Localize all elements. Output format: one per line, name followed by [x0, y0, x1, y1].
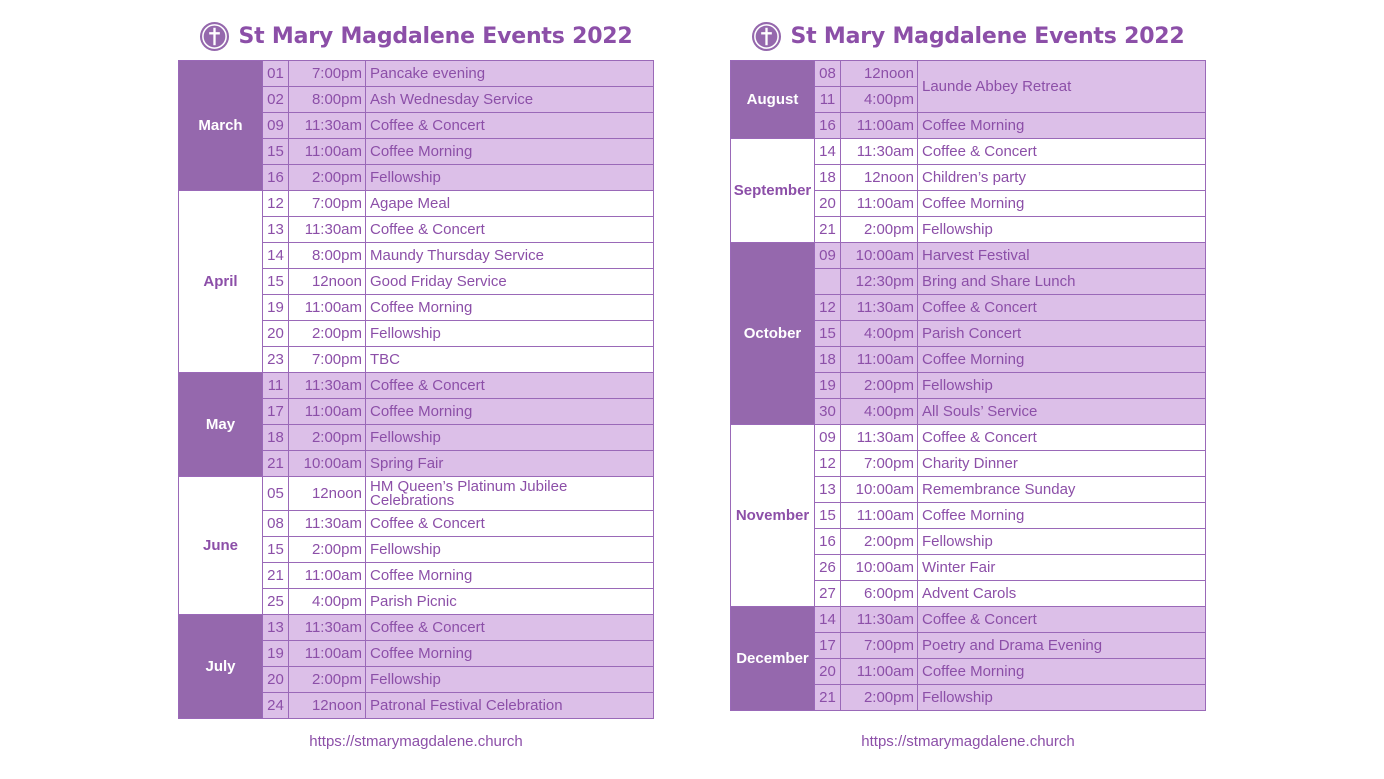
- event-row: [815, 607, 1206, 633]
- event-row: [815, 633, 1206, 659]
- time-cell: 11:30am: [289, 217, 366, 242]
- event-row: [263, 641, 654, 667]
- event-cell: Fellowship: [366, 537, 654, 562]
- website-link[interactable]: https://stmarymagdalene.church: [309, 733, 523, 750]
- time-cell: 10:00am: [841, 477, 918, 502]
- event-row: [263, 321, 654, 347]
- day-cell: [815, 61, 841, 112]
- website-link[interactable]: https://stmarymagdalene.church: [861, 733, 1075, 750]
- time-cell: 11:00am: [289, 641, 366, 666]
- event-cell: Coffee Morning: [366, 139, 654, 164]
- month-label: December: [731, 607, 815, 711]
- day-cell: 12: [263, 191, 289, 216]
- time-cell: 11:00am: [289, 399, 366, 424]
- event-row: [815, 113, 1206, 139]
- event-cell: Fellowship: [366, 165, 654, 190]
- event-cell: Fellowship: [918, 685, 1206, 710]
- event-cell: Coffee Morning: [918, 113, 1206, 138]
- event-row: [263, 139, 654, 165]
- event-row: [263, 537, 654, 563]
- time-cell: 11:00am: [841, 191, 918, 216]
- time-cell: 12noon: [841, 165, 918, 190]
- time-cell: 2:00pm: [289, 425, 366, 450]
- event-cell: TBC: [366, 347, 654, 372]
- time-cell: 7:00pm: [841, 451, 918, 476]
- day-cell: 12: [815, 451, 841, 476]
- month-rows: [263, 61, 654, 191]
- day-cell: 01: [263, 61, 289, 86]
- time-cell: 2:00pm: [289, 321, 366, 346]
- event-row: [263, 191, 654, 217]
- event-cell: Launde Abbey Retreat: [918, 61, 1206, 112]
- day-value: 08: [815, 61, 840, 87]
- day-cell: 23: [263, 347, 289, 372]
- day-cell: 14: [815, 139, 841, 164]
- event-row: [263, 373, 654, 399]
- event-cell: Coffee Morning: [366, 399, 654, 424]
- event-cell: Fellowship: [366, 425, 654, 450]
- event-cell: Coffee Morning: [918, 347, 1206, 372]
- event-cell: Coffee & Concert: [366, 615, 654, 640]
- time-cell: 10:00am: [841, 555, 918, 580]
- time-cell: 11:00am: [841, 113, 918, 138]
- day-cell: 26: [815, 555, 841, 580]
- time-cell: 2:00pm: [289, 537, 366, 562]
- time-cell: [841, 61, 918, 112]
- day-cell: 09: [263, 113, 289, 138]
- event-row: [815, 451, 1206, 477]
- time-cell: 4:00pm: [289, 589, 366, 614]
- page-title: St Mary Magdalene Events 2022: [790, 23, 1185, 49]
- event-cell: Coffee & Concert: [366, 113, 654, 138]
- event-row: [815, 477, 1206, 503]
- time-cell: 11:30am: [289, 113, 366, 138]
- event-row: [815, 425, 1206, 451]
- day-cell: 12: [815, 295, 841, 320]
- month-label: October: [731, 243, 815, 425]
- event-cell: Coffee Morning: [366, 563, 654, 588]
- month-label: August: [731, 61, 815, 139]
- event-cell: Fellowship: [918, 373, 1206, 398]
- day-cell: 17: [815, 633, 841, 658]
- event-cell: Pancake evening: [366, 61, 654, 86]
- title-bar: [178, 18, 654, 54]
- month-label: July: [179, 615, 263, 719]
- day-cell: 14: [263, 243, 289, 268]
- day-cell: 13: [815, 477, 841, 502]
- event-row: [263, 269, 654, 295]
- event-row: [263, 563, 654, 589]
- time-cell: 7:00pm: [289, 61, 366, 86]
- day-cell: 27: [815, 581, 841, 606]
- event-cell: Coffee & Concert: [918, 607, 1206, 632]
- events-table: [730, 60, 1206, 711]
- time-cell: 8:00pm: [289, 87, 366, 112]
- event-cell: Maundy Thursday Service: [366, 243, 654, 268]
- event-row: [815, 529, 1206, 555]
- month-block: [731, 607, 1206, 711]
- month-block: [731, 61, 1206, 139]
- event-cell: Coffee & Concert: [918, 425, 1206, 450]
- event-cell: Coffee & Concert: [918, 295, 1206, 320]
- day-cell: 20: [815, 659, 841, 684]
- day-cell: 21: [263, 563, 289, 588]
- time-cell: 10:00am: [841, 243, 918, 268]
- time-cell: 11:00am: [841, 503, 918, 528]
- day-cell: 20: [815, 191, 841, 216]
- day-cell: 09: [815, 425, 841, 450]
- event-cell: Parish Picnic: [366, 589, 654, 614]
- event-cell: Fellowship: [366, 667, 654, 692]
- time-cell: 2:00pm: [289, 667, 366, 692]
- event-row: [815, 659, 1206, 685]
- event-cell: Coffee Morning: [366, 641, 654, 666]
- event-cell: Good Friday Service: [366, 269, 654, 294]
- event-row: [815, 321, 1206, 347]
- event-cell: Coffee Morning: [366, 295, 654, 320]
- day-cell: 16: [263, 165, 289, 190]
- time-cell: 11:30am: [841, 295, 918, 320]
- day-cell: 05: [263, 477, 289, 510]
- time-cell: 7:00pm: [289, 191, 366, 216]
- event-row: [263, 87, 654, 113]
- event-row: [263, 295, 654, 321]
- event-cell: Agape Meal: [366, 191, 654, 216]
- event-row: [815, 61, 1206, 113]
- event-cell: Coffee Morning: [918, 659, 1206, 684]
- event-cell: Ash Wednesday Service: [366, 87, 654, 112]
- event-cell: Fellowship: [366, 321, 654, 346]
- event-row: [815, 269, 1206, 295]
- time-cell: 2:00pm: [841, 217, 918, 242]
- time-cell: 10:00am: [289, 451, 366, 476]
- title-bar: [730, 18, 1206, 54]
- event-row: [263, 425, 654, 451]
- event-row: [263, 347, 654, 373]
- event-row: [263, 667, 654, 693]
- time-cell: 11:30am: [289, 511, 366, 536]
- time-cell: 12noon: [289, 693, 366, 718]
- month-rows: [815, 425, 1206, 607]
- time-cell: 8:00pm: [289, 243, 366, 268]
- event-row: [815, 295, 1206, 321]
- event-cell: Remembrance Sunday: [918, 477, 1206, 502]
- month-rows: [263, 615, 654, 719]
- event-cell: Winter Fair: [918, 555, 1206, 580]
- month-rows: [815, 243, 1206, 425]
- event-row: [815, 555, 1206, 581]
- day-cell: 18: [815, 165, 841, 190]
- time-cell: 7:00pm: [841, 633, 918, 658]
- time-cell: 11:00am: [289, 139, 366, 164]
- time-cell: 2:00pm: [841, 373, 918, 398]
- event-row: [815, 399, 1206, 425]
- event-row: [263, 399, 654, 425]
- event-row: [815, 503, 1206, 529]
- day-cell: [815, 269, 841, 294]
- day-cell: 08: [263, 511, 289, 536]
- time-cell: 12noon: [289, 269, 366, 294]
- month-label: September: [731, 139, 815, 243]
- month-label: May: [179, 373, 263, 477]
- month-rows: [815, 61, 1206, 139]
- time-cell: 11:30am: [841, 607, 918, 632]
- day-cell: 16: [815, 529, 841, 554]
- cross-logo-icon: [199, 21, 230, 52]
- event-cell: Coffee & Concert: [366, 511, 654, 536]
- event-cell: Coffee & Concert: [366, 373, 654, 398]
- time-cell: 11:00am: [841, 659, 918, 684]
- event-row: [815, 217, 1206, 243]
- event-row: [815, 373, 1206, 399]
- time-cell: 11:00am: [289, 295, 366, 320]
- event-cell: Harvest Festival: [918, 243, 1206, 268]
- time-cell: 11:30am: [289, 373, 366, 398]
- event-cell: Advent Carols: [918, 581, 1206, 606]
- day-cell: 13: [263, 217, 289, 242]
- event-row: [263, 693, 654, 719]
- event-cell: Poetry and Drama Evening: [918, 633, 1206, 658]
- time-value: 12noon: [841, 61, 917, 87]
- event-row: [263, 165, 654, 191]
- event-row: [263, 243, 654, 269]
- event-row: [263, 451, 654, 477]
- day-cell: 17: [263, 399, 289, 424]
- day-cell: 16: [815, 113, 841, 138]
- event-cell: Parish Concert: [918, 321, 1206, 346]
- event-row: [815, 347, 1206, 373]
- event-row: [815, 243, 1206, 269]
- time-cell: 12:30pm: [841, 269, 918, 294]
- month-rows: [263, 373, 654, 477]
- time-cell: 2:00pm: [841, 685, 918, 710]
- event-row: [263, 113, 654, 139]
- time-cell: 6:00pm: [841, 581, 918, 606]
- time-cell: 7:00pm: [289, 347, 366, 372]
- cross-logo-icon: [751, 21, 782, 52]
- event-cell: All Souls’ Service: [918, 399, 1206, 424]
- day-cell: 19: [263, 641, 289, 666]
- month-block: [731, 243, 1206, 425]
- day-cell: 14: [815, 607, 841, 632]
- day-cell: 21: [263, 451, 289, 476]
- time-cell: 11:30am: [841, 139, 918, 164]
- time-cell: 4:00pm: [841, 321, 918, 346]
- event-row: [263, 511, 654, 537]
- day-cell: 15: [815, 503, 841, 528]
- event-row: [263, 61, 654, 87]
- time-cell: 11:00am: [841, 347, 918, 372]
- month-label: March: [179, 61, 263, 191]
- day-cell: 25: [263, 589, 289, 614]
- event-cell: Spring Fair: [366, 451, 654, 476]
- event-cell: Coffee Morning: [918, 503, 1206, 528]
- page-title: St Mary Magdalene Events 2022: [238, 23, 633, 49]
- event-row: [815, 191, 1206, 217]
- day-cell: 15: [263, 269, 289, 294]
- day-cell: 11: [263, 373, 289, 398]
- day-cell: 15: [815, 321, 841, 346]
- events-table: [178, 60, 654, 719]
- day-cell: 30: [815, 399, 841, 424]
- time-cell: 11:30am: [289, 615, 366, 640]
- month-rows: [815, 607, 1206, 711]
- time-value: 4:00pm: [863, 90, 914, 108]
- day-cell: 21: [815, 217, 841, 242]
- day-cell: 19: [263, 295, 289, 320]
- month-label: November: [731, 425, 815, 607]
- time-cell: 2:00pm: [841, 529, 918, 554]
- event-row: [263, 477, 654, 511]
- day-cell: 15: [263, 139, 289, 164]
- day-cell: 15: [263, 537, 289, 562]
- month-block: [179, 191, 654, 373]
- time-cell: 4:00pm: [841, 399, 918, 424]
- event-cell: Fellowship: [918, 217, 1206, 242]
- event-cell: Coffee Morning: [918, 191, 1206, 216]
- event-row: [815, 685, 1206, 711]
- event-cell: Patronal Festival Celebration: [366, 693, 654, 718]
- day-cell: 20: [263, 321, 289, 346]
- month-label: June: [179, 477, 263, 615]
- day-cell: 13: [263, 615, 289, 640]
- month-rows: [263, 477, 654, 615]
- month-rows: [263, 191, 654, 373]
- day-cell: 18: [263, 425, 289, 450]
- event-cell: Fellowship: [918, 529, 1206, 554]
- event-row: [815, 139, 1206, 165]
- event-row: [815, 165, 1206, 191]
- day-cell: 20: [263, 667, 289, 692]
- event-cell: Bring and Share Lunch: [918, 269, 1206, 294]
- event-cell: Coffee & Concert: [918, 139, 1206, 164]
- event-row: [263, 615, 654, 641]
- time-cell: 11:30am: [841, 425, 918, 450]
- month-block: [179, 615, 654, 719]
- day-cell: 24: [263, 693, 289, 718]
- month-block: [731, 139, 1206, 243]
- day-cell: 19: [815, 373, 841, 398]
- month-block: [179, 373, 654, 477]
- time-cell: 12noon: [289, 477, 366, 510]
- month-block: [179, 477, 654, 615]
- day-cell: 21: [815, 685, 841, 710]
- month-label: April: [179, 191, 263, 373]
- time-cell: 2:00pm: [289, 165, 366, 190]
- month-block: [179, 61, 654, 191]
- event-cell: Charity Dinner: [918, 451, 1206, 476]
- month-rows: [815, 139, 1206, 243]
- event-row: [263, 217, 654, 243]
- event-row: [815, 581, 1206, 607]
- event-cell: Children’s party: [918, 165, 1206, 190]
- day-cell: 02: [263, 87, 289, 112]
- event-cell: HM Queen’s Platinum Jubilee Celebrations: [366, 477, 654, 510]
- time-cell: 11:00am: [289, 563, 366, 588]
- event-row: [263, 589, 654, 615]
- event-cell: Coffee & Concert: [366, 217, 654, 242]
- day-cell: 09: [815, 243, 841, 268]
- month-block: [731, 425, 1206, 607]
- day-cell: 18: [815, 347, 841, 372]
- day-value: 11: [819, 90, 836, 108]
